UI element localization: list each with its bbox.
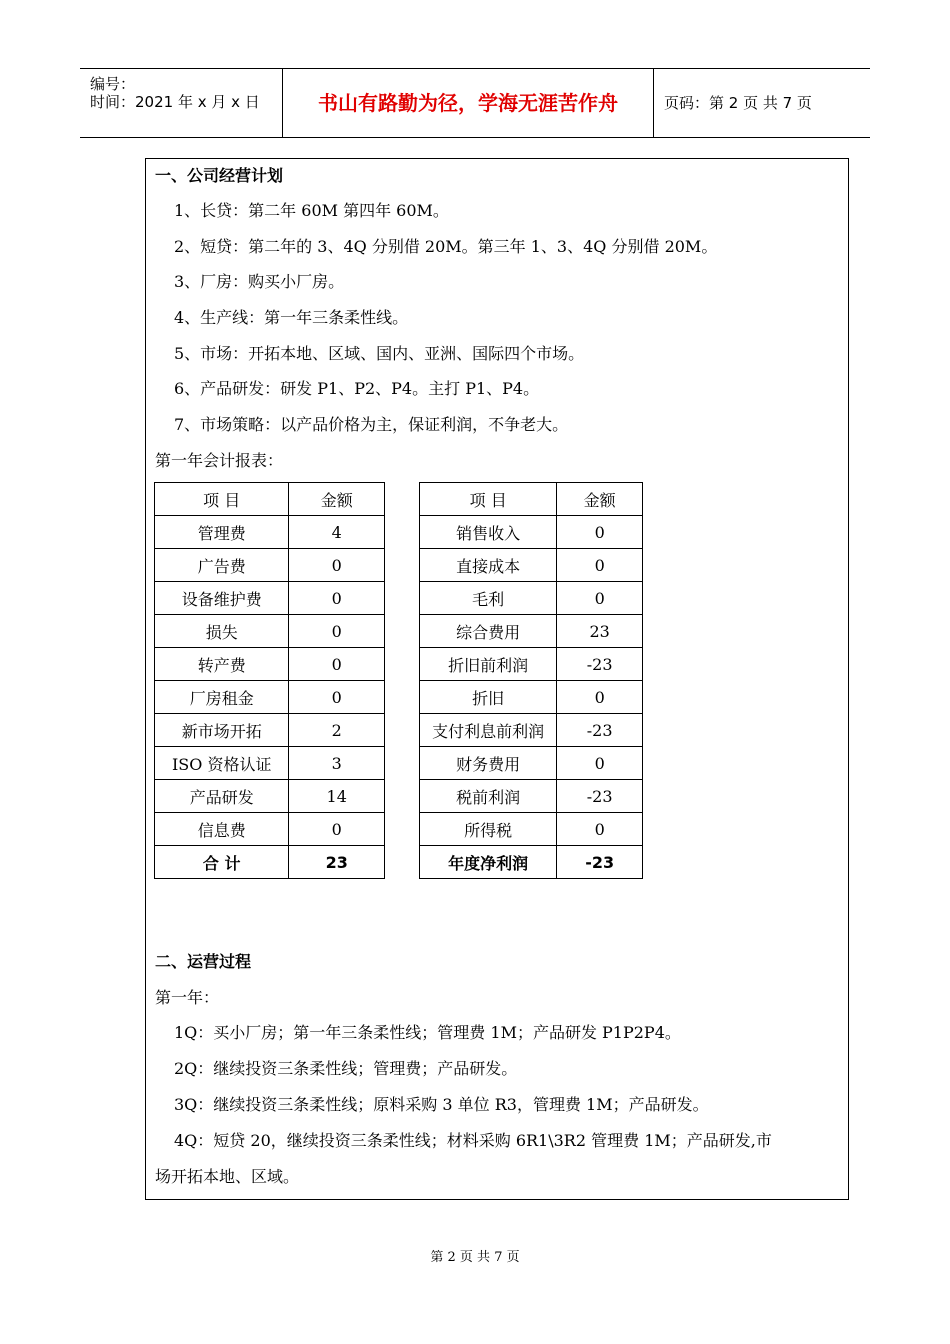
row-item: 转产费 xyxy=(155,648,289,681)
page-footer: 第 2 页 共 7 页 xyxy=(430,1250,520,1265)
time-label: 时间：2021 年 x 月 x 日 xyxy=(90,93,260,111)
table-row xyxy=(420,582,643,615)
table-header-row xyxy=(420,483,643,516)
table-row xyxy=(420,813,643,846)
row-amount: 0 xyxy=(557,813,643,846)
row-amount: 0 xyxy=(557,516,643,549)
table-row xyxy=(155,615,385,648)
row-item: 销售收入 xyxy=(420,516,557,549)
row-amount: 0 xyxy=(289,813,385,846)
row-amount: 3 xyxy=(289,747,385,780)
column-header-amount: 金额 xyxy=(557,483,643,516)
column-header-amount: 金额 xyxy=(289,483,385,516)
row-item: ISO 资格认证 xyxy=(155,747,289,780)
total-label: 年度净利润 xyxy=(420,846,557,879)
row-amount: 0 xyxy=(289,582,385,615)
page-header xyxy=(80,68,870,138)
row-item: 损失 xyxy=(155,615,289,648)
table-total-row xyxy=(420,846,643,879)
report-title: 第一年会计报表： xyxy=(155,451,284,470)
number-label: 编号： xyxy=(90,75,136,93)
row-amount: -23 xyxy=(557,714,643,747)
row-item: 综合费用 xyxy=(420,615,557,648)
row-amount: 0 xyxy=(557,549,643,582)
plan-item-3: 3、厂房：购买小厂房。 xyxy=(174,272,345,291)
row-item: 税前利润 xyxy=(420,780,557,813)
header-motto: 书山有路勤为径，学海无涯苦作舟 xyxy=(283,69,654,137)
content-box xyxy=(145,158,849,1200)
row-amount: 0 xyxy=(289,648,385,681)
row-item: 折旧前利润 xyxy=(420,648,557,681)
section1-title: 一、公司经营计划 xyxy=(155,166,284,185)
plan-item-4: 4、生产线：第一年三条柔性线。 xyxy=(174,308,409,327)
table-row xyxy=(155,681,385,714)
table-row xyxy=(155,582,385,615)
table-row xyxy=(155,516,385,549)
total-label: 合 计 xyxy=(155,846,289,879)
expense-table xyxy=(154,482,385,879)
row-item: 毛利 xyxy=(420,582,557,615)
row-amount: -23 xyxy=(557,648,643,681)
row-item: 直接成本 xyxy=(420,549,557,582)
plan-item-5: 5、市场：开拓本地、区域、国内、亚洲、国际四个市场。 xyxy=(174,344,585,363)
row-item: 所得税 xyxy=(420,813,557,846)
profit-table xyxy=(419,482,643,879)
row-item: 新市场开拓 xyxy=(155,714,289,747)
table-row xyxy=(155,648,385,681)
table-row xyxy=(155,747,385,780)
row-item: 设备维护费 xyxy=(155,582,289,615)
table-row xyxy=(155,714,385,747)
row-amount: 0 xyxy=(557,747,643,780)
quarter-2-text: 2Q：继续投资三条柔性线；管理费；产品研发。 xyxy=(174,1059,518,1078)
quarter-4-text-cont: 场开拓本地、区域。 xyxy=(155,1167,300,1186)
table-row xyxy=(420,516,643,549)
row-item: 广告费 xyxy=(155,549,289,582)
quarter-4-text: 4Q：短贷 20，继续投资三条柔性线；材料采购 6R1\3R2 管理费 1M；产品研发,市 xyxy=(174,1131,772,1150)
row-amount: 2 xyxy=(289,714,385,747)
row-item: 厂房租金 xyxy=(155,681,289,714)
row-item: 管理费 xyxy=(155,516,289,549)
row-item: 产品研发 xyxy=(155,780,289,813)
row-amount: 0 xyxy=(289,681,385,714)
quarter-3-text: 3Q：继续投资三条柔性线；原料采购 3 单位 R3，管理费 1M；产品研发。 xyxy=(174,1095,709,1114)
total-amount: 23 xyxy=(289,846,385,879)
plan-item-6: 6、产品研发：研发 P1、P2、P4。主打 P1、P4。 xyxy=(174,379,540,398)
table-row xyxy=(420,648,643,681)
column-header-item: 项 目 xyxy=(420,483,557,516)
table-row xyxy=(155,813,385,846)
plan-item-7: 7、市场策略：以产品价格为主，保证利润，不争老大。 xyxy=(174,415,569,434)
row-item: 折旧 xyxy=(420,681,557,714)
row-amount: 4 xyxy=(289,516,385,549)
row-amount: -23 xyxy=(557,780,643,813)
section2-title: 二、运营过程 xyxy=(155,952,252,971)
row-amount: 23 xyxy=(557,615,643,648)
header-page-info: 页码：第 2 页 共 7 页 xyxy=(664,94,812,112)
table-row xyxy=(420,615,643,648)
row-item: 支付利息前利润 xyxy=(420,714,557,747)
table-row xyxy=(155,780,385,813)
table-row xyxy=(155,549,385,582)
row-amount: 0 xyxy=(289,615,385,648)
row-item: 信息费 xyxy=(155,813,289,846)
table-row xyxy=(420,549,643,582)
row-amount: 0 xyxy=(557,681,643,714)
total-amount: -23 xyxy=(557,846,643,879)
table-row xyxy=(420,714,643,747)
table-row xyxy=(420,747,643,780)
quarter-1-text: 1Q：买小厂房；第一年三条柔性线；管理费 1M；产品研发 P1P2P4。 xyxy=(174,1023,681,1042)
row-item: 财务费用 xyxy=(420,747,557,780)
row-amount: 0 xyxy=(557,582,643,615)
table-total-row xyxy=(155,846,385,879)
column-header-item: 项 目 xyxy=(155,483,289,516)
row-amount: 14 xyxy=(289,780,385,813)
table-header-row xyxy=(155,483,385,516)
row-amount: 0 xyxy=(289,549,385,582)
plan-item-2: 2、短贷：第二年的 3、4Q 分别借 20M。第三年 1、3、4Q 分别借 20M。 xyxy=(174,237,718,256)
table-row xyxy=(420,681,643,714)
plan-item-1: 1、长贷：第二年 60M 第四年 60M。 xyxy=(174,201,449,220)
header-meta xyxy=(80,69,283,137)
table-row xyxy=(420,780,643,813)
year-label: 第一年： xyxy=(155,988,220,1007)
